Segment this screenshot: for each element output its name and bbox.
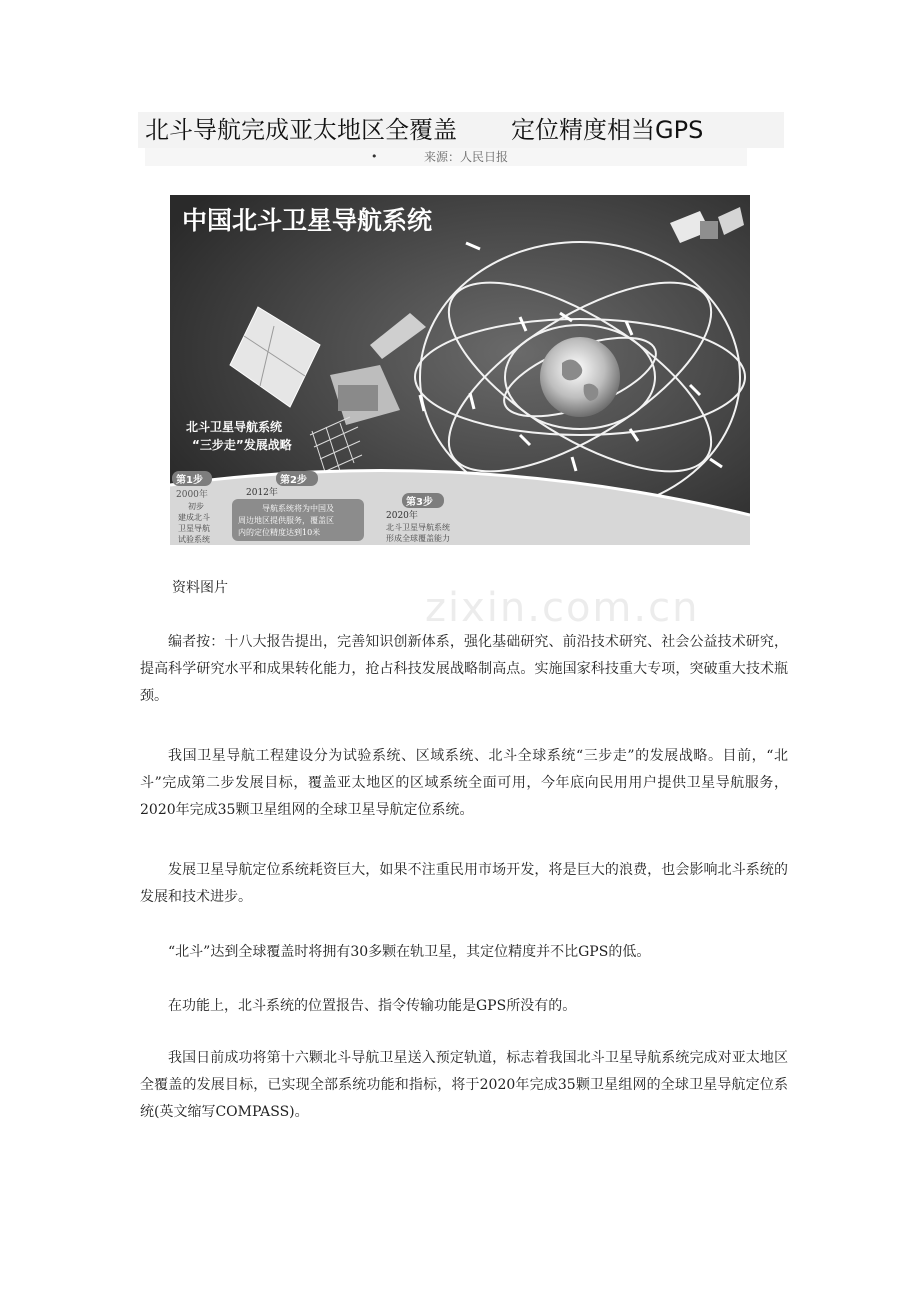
step1-label: 第1步 — [176, 475, 203, 486]
watermark: zixin.com.cn — [425, 585, 700, 631]
article-title-main: 北斗导航完成亚太地区全覆盖 — [145, 116, 457, 144]
paragraph-sixteenth-satellite: 我国日前成功将第十六颗北斗导航卫星送入预定轨道，标志着我国北斗卫星导航系统完成对亚太地区全覆盖的发展目标，已实现全部系统功能和指标，将于2020年完成35颗卫星组网的全球卫星导航定位系统(英文缩写COMPASS)。 — [140, 1050, 788, 1120]
beidou-infographic — [170, 195, 750, 545]
earth-globe — [540, 337, 620, 417]
article-title — [145, 112, 785, 148]
infographic-svg — [170, 195, 750, 545]
step3-badge — [402, 493, 444, 508]
step1-year: 2000年 — [176, 490, 208, 500]
paragraph-civil-market: 发展卫星导航定位系统耗资巨大，如果不注重民用市场开发，将是巨大的浪费，也会影响北斗系统的发展和技术进步。 — [140, 862, 788, 905]
step1-desc-line: 卫星导航 — [178, 524, 210, 533]
paragraph-functions: 在功能上，北斗系统的位置报告、指令传输功能是GPS所没有的。 — [168, 998, 577, 1014]
figure-banner: 中国北斗卫星导航系统 — [182, 206, 433, 235]
step2-label: 第2步 — [280, 475, 307, 486]
step2-badge — [276, 471, 318, 486]
article-title-sub: 定位精度相当GPS — [511, 116, 704, 144]
step3-desc-line: 北斗卫星导航系统 — [386, 523, 450, 532]
step1-badge — [172, 471, 212, 486]
bullet-dot: • — [371, 150, 378, 163]
strategy-title-line2: “三步走”发展战略 — [192, 438, 292, 452]
step2-desc-line: 导航系统将为中国及 — [262, 504, 334, 513]
step1-desc-line: 试验系统 — [178, 535, 210, 544]
paragraph-three-steps: 我国卫星导航工程建设分为试验系统、区域系统、北斗全球系统“三步走”的发展战略。目前，“北斗”完成第二步发展目标，覆盖亚太地区的区域系统全面可用，今年底向民用用户提供卫星导航服务，2020年完成35颗卫星组网的全球卫星导航定位系统。 — [140, 748, 788, 818]
article-source: 来源：人民日报 — [424, 150, 509, 164]
step2-desc-line: 内的定位精度达到10米 — [238, 528, 321, 537]
step1-desc-line: 初步 — [188, 502, 204, 511]
paragraph-editor-note: 编者按：十八大报告提出，完善知识创新体系，强化基础研究、前沿技术研究、社会公益技术研究，提高科学研究水平和成果转化能力，抢占科技发展战略制高点。实施国家科技重大专项，突破重大技术瓶颈。 — [140, 634, 788, 704]
figure-caption: 资料图片 — [172, 580, 228, 596]
step2-desc-line: 周边地区提供服务，覆盖区 — [238, 516, 334, 525]
strategy-title-line1: 北斗卫星导航系统 — [186, 420, 283, 434]
step3-year: 2020年 — [386, 511, 418, 521]
step3-label: 第3步 — [406, 497, 433, 508]
paragraph-accuracy: “北斗”达到全球覆盖时将拥有30多颗在轨卫星，其定位精度并不比GPS的低。 — [168, 944, 651, 960]
step3-desc-line: 形成全球覆盖能力 — [386, 534, 450, 543]
step2-year: 2012年 — [246, 488, 278, 498]
step1-desc-line: 建成北斗 — [178, 513, 210, 522]
